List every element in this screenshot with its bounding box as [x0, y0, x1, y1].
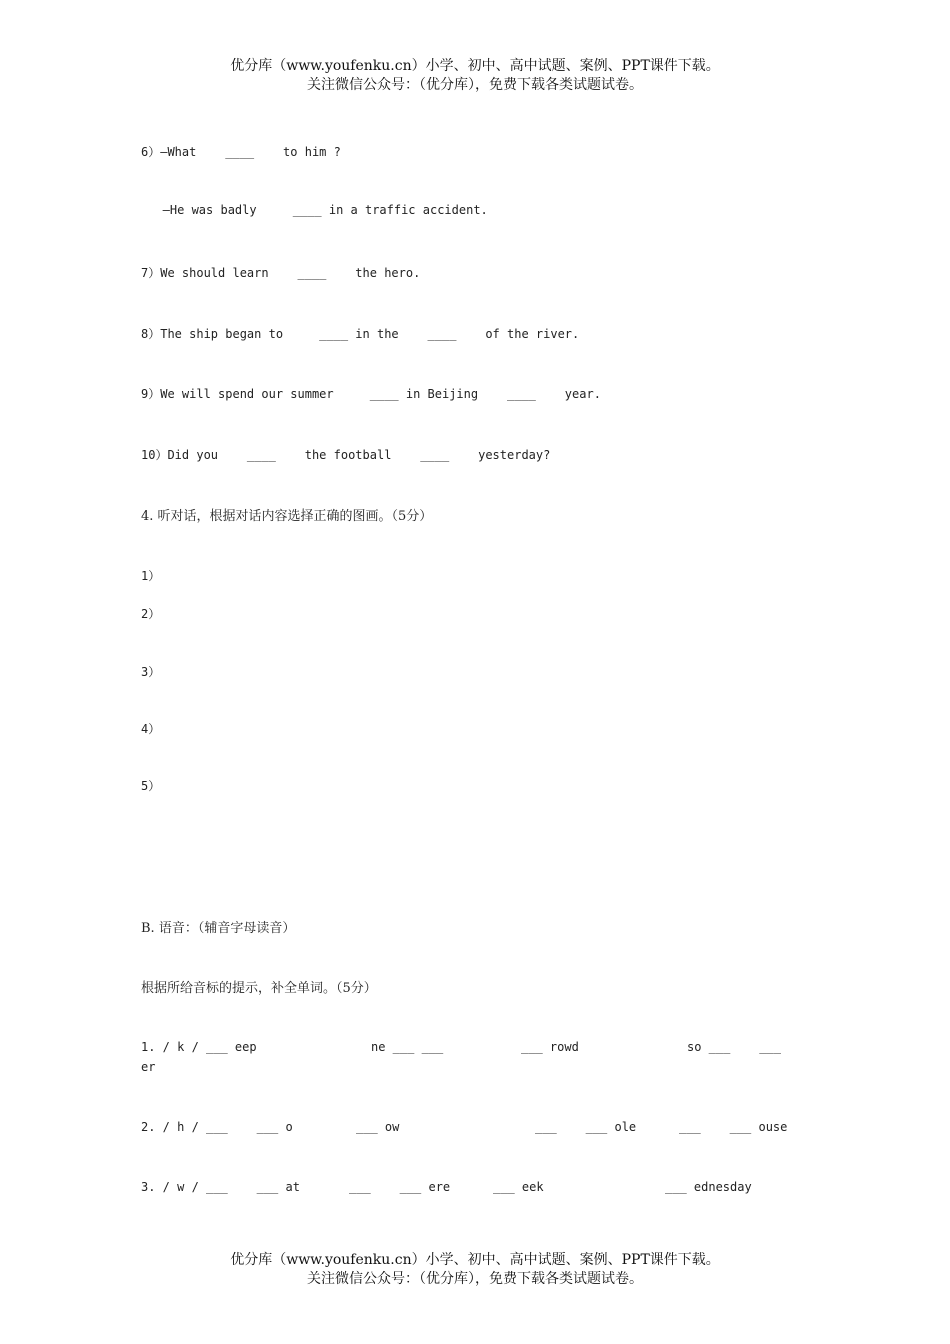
section-4-item-3: 3） — [141, 665, 161, 679]
header-line-1: 优分库（www.youfenku.cn）小学、初中、高中试题、案例、PPT课件下载。 — [230, 58, 720, 74]
section-4-item-5: 5） — [141, 779, 161, 793]
question-8: 8）The ship began to ____ in the ____ of the river. — [141, 327, 580, 341]
phonics-row-1-word-3: ___ rowd — [521, 1040, 579, 1054]
header-line-2: 关注微信公众号：（优分库），免费下载各类试题试卷。 — [307, 77, 643, 93]
phonics-row-2-label: 2. / h / ___ ___ o — [141, 1120, 293, 1134]
section-4-item-1: 1） — [141, 569, 161, 583]
footer-line-1: 优分库（www.youfenku.cn）小学、初中、高中试题、案例、PPT课件下载。 — [230, 1252, 720, 1268]
phonics-row-3-label: 3. / w / ___ ___ at — [141, 1180, 300, 1194]
phonics-row-1 — [141, 1040, 821, 1056]
page-footer — [0, 1251, 950, 1289]
question-6-answer: —He was badly ____ in a traffic accident. — [141, 203, 488, 217]
phonics-row-1-label: 1. / k / ___ eep — [141, 1040, 257, 1054]
section-b-title: B. 语音：（辅音字母读音） — [141, 921, 296, 936]
phonics-row-1-word-2: ne ___ ___ — [371, 1040, 444, 1054]
section-4-title: 4. 听对话，根据对话内容选择正确的图画。（5分） — [141, 509, 433, 524]
phonics-row-1-wrap: er — [141, 1060, 156, 1074]
phonics-row-1-word-4: so ___ ___ — [687, 1040, 781, 1054]
phonics-row-3-word-4: ___ ednesday — [665, 1180, 752, 1194]
question-9: 9）We will spend our summer ____ in Beijing ____ year. — [141, 387, 601, 401]
footer-line-2: 关注微信公众号：（优分库），免费下载各类试题试卷。 — [307, 1271, 643, 1287]
phonics-row-2-word-4: ___ ___ ouse — [679, 1120, 788, 1134]
question-6: 6）—What ____ to him ? — [141, 145, 341, 159]
phonics-row-3 — [141, 1180, 821, 1196]
section-b-instruction: 根据所给音标的提示，补全单词。（5分） — [141, 981, 377, 996]
section-4-item-4: 4） — [141, 722, 161, 736]
page-header — [0, 57, 950, 95]
section-4-item-2: 2） — [141, 607, 161, 621]
phonics-row-2 — [141, 1120, 821, 1136]
phonics-row-3-word-3: ___ eek — [493, 1180, 544, 1194]
phonics-row-3-word-2: ___ ___ ere — [349, 1180, 451, 1194]
phonics-row-2-word-2: ___ ow — [356, 1120, 400, 1134]
phonics-row-2-word-3: ___ ___ ole — [535, 1120, 637, 1134]
question-7: 7）We should learn ____ the hero. — [141, 266, 421, 280]
question-10: 10）Did you ____ the football ____ yesterday? — [141, 448, 551, 462]
